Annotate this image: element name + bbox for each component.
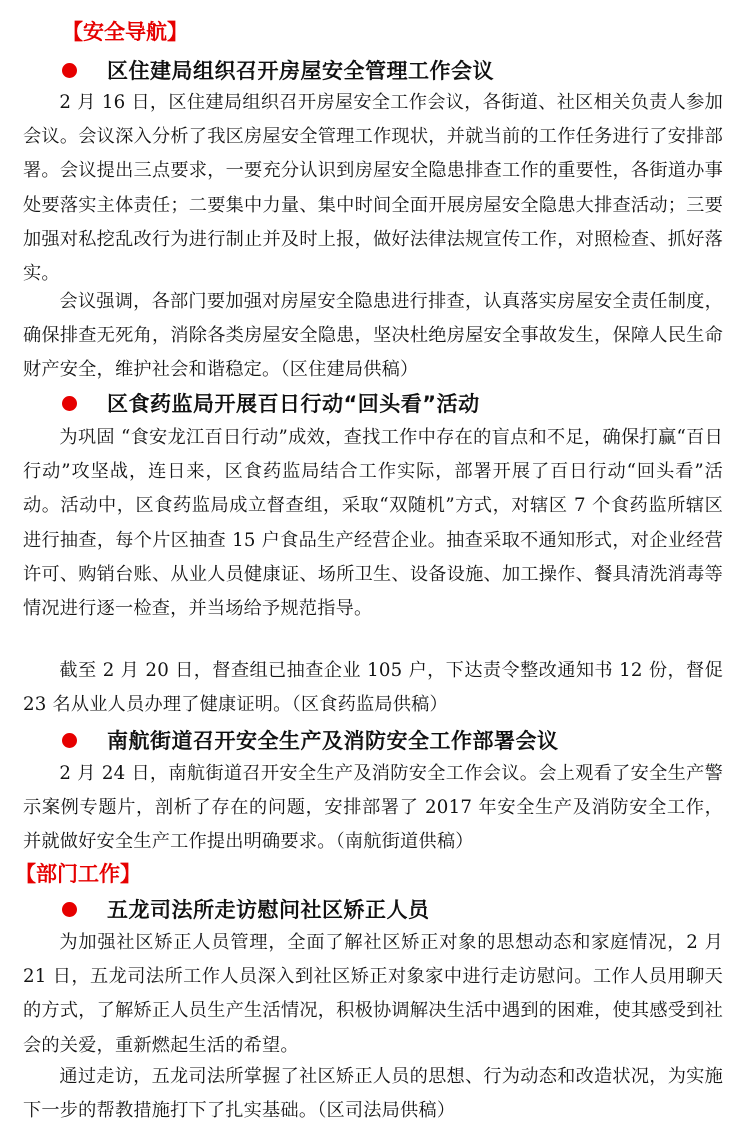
red-bullet-icon	[62, 902, 77, 917]
news-paragraph: 2 月 16 日，区住建局组织召开房屋安全工作会议，各街道、社区相关负责人参加会议。会议深入分析了我区房屋安全管理工作现状，并就当前的工作任务进行了安排部署。会议提出三点要求，一要充分认识到房屋安全隐患排查工作的重要性，各街道办事处要落实主体责任；二要集中力量、集中时间全面开展房屋安全隐患大排查活动；三要加强对私挖乱改行为进行制止并及时上报，做好法律法规宣传工作，对照检查、抓好落实。	[23, 92, 723, 285]
news-paragraph: 为加强社区矫正人员管理，全面了解社区矫正对象的思想动态和家庭情况，2 月 21 日，五龙司法所工作人员深入到社区矫正对象家中进行走访慰问。工作人员用聊天的方式，了解矫正人员生产生活情况，积极协调解决生活中遇到的困难，使其感受到社会的关爱，重新燃起生活的希望。	[23, 932, 723, 1056]
news-item-header	[62, 892, 430, 926]
red-bullet-icon	[62, 63, 77, 78]
section-tag-department-work: 【部门工作】	[15, 862, 141, 886]
news-item-header	[62, 723, 559, 757]
news-paragraph: 2 月 24 日，南航街道召开安全生产及消防安全工作会议。会上观看了安全生产警示案例专题片，剖析了存在的问题，安排部署了 2017 年安全生产及消防安全工作，并就做好安全生产工作提出明确要求。（南航街道供稿）	[23, 763, 723, 853]
news-item-title: 五龙司法所走访慰问社区矫正人员	[107, 898, 430, 922]
news-paragraph: 通过走访，五龙司法所掌握了社区矫正人员的思想、行为动态和改造状况，为实施下一步的帮教措施打下了扎实基础。（区司法局供稿）	[23, 1066, 723, 1122]
news-paragraph: 会议强调，各部门要加强对房屋安全隐患进行排查，认真落实房屋安全责任制度，确保排查无死角，消除各类房屋安全隐患，坚决杜绝房屋安全事故发生，保障人民生命财产安全，维护社会和谐稳定。（区住建局供稿）	[23, 291, 723, 381]
news-item-title: 南航街道召开安全生产及消防安全工作部署会议	[107, 729, 559, 753]
news-item-header	[62, 53, 494, 87]
news-item-header	[62, 386, 480, 420]
news-item-title: 区食药监局开展百日行动“回头看”活动	[107, 392, 480, 416]
section-tag-safety-navigation: 【安全导航】	[62, 20, 188, 44]
news-item-title: 区住建局组织召开房屋安全管理工作会议	[107, 59, 494, 83]
news-paragraph: 截至 2 月 20 日，督查组已抽查企业 105 户，下达责令整改通知书 12 份，督促 23 名从业人员办理了健康证明。（区食药监局供稿）	[23, 660, 723, 716]
red-bullet-icon	[62, 396, 77, 411]
red-bullet-icon	[62, 733, 77, 748]
news-paragraph: 为巩固 “食安龙江百日行动”成效，查找工作中存在的盲点和不足，确保打赢“百日行动”攻坚战，连日来，区食药监局结合工作实际，部署开展了百日行动“回头看”活动。活动中，区食药监局成立督查组，采取“双随机”方式，对辖区 7 个食药监所辖区进行抽查，每个片区抽查 15 户食品生产经营企业。抽查采取不通知形式，对企业经营许可、购销台账、从业人员健康证、场所卫生、设备设施、加工操作、餐具清洗消毒等情况进行逐一检查，并当场给予规范指导。	[23, 427, 723, 620]
